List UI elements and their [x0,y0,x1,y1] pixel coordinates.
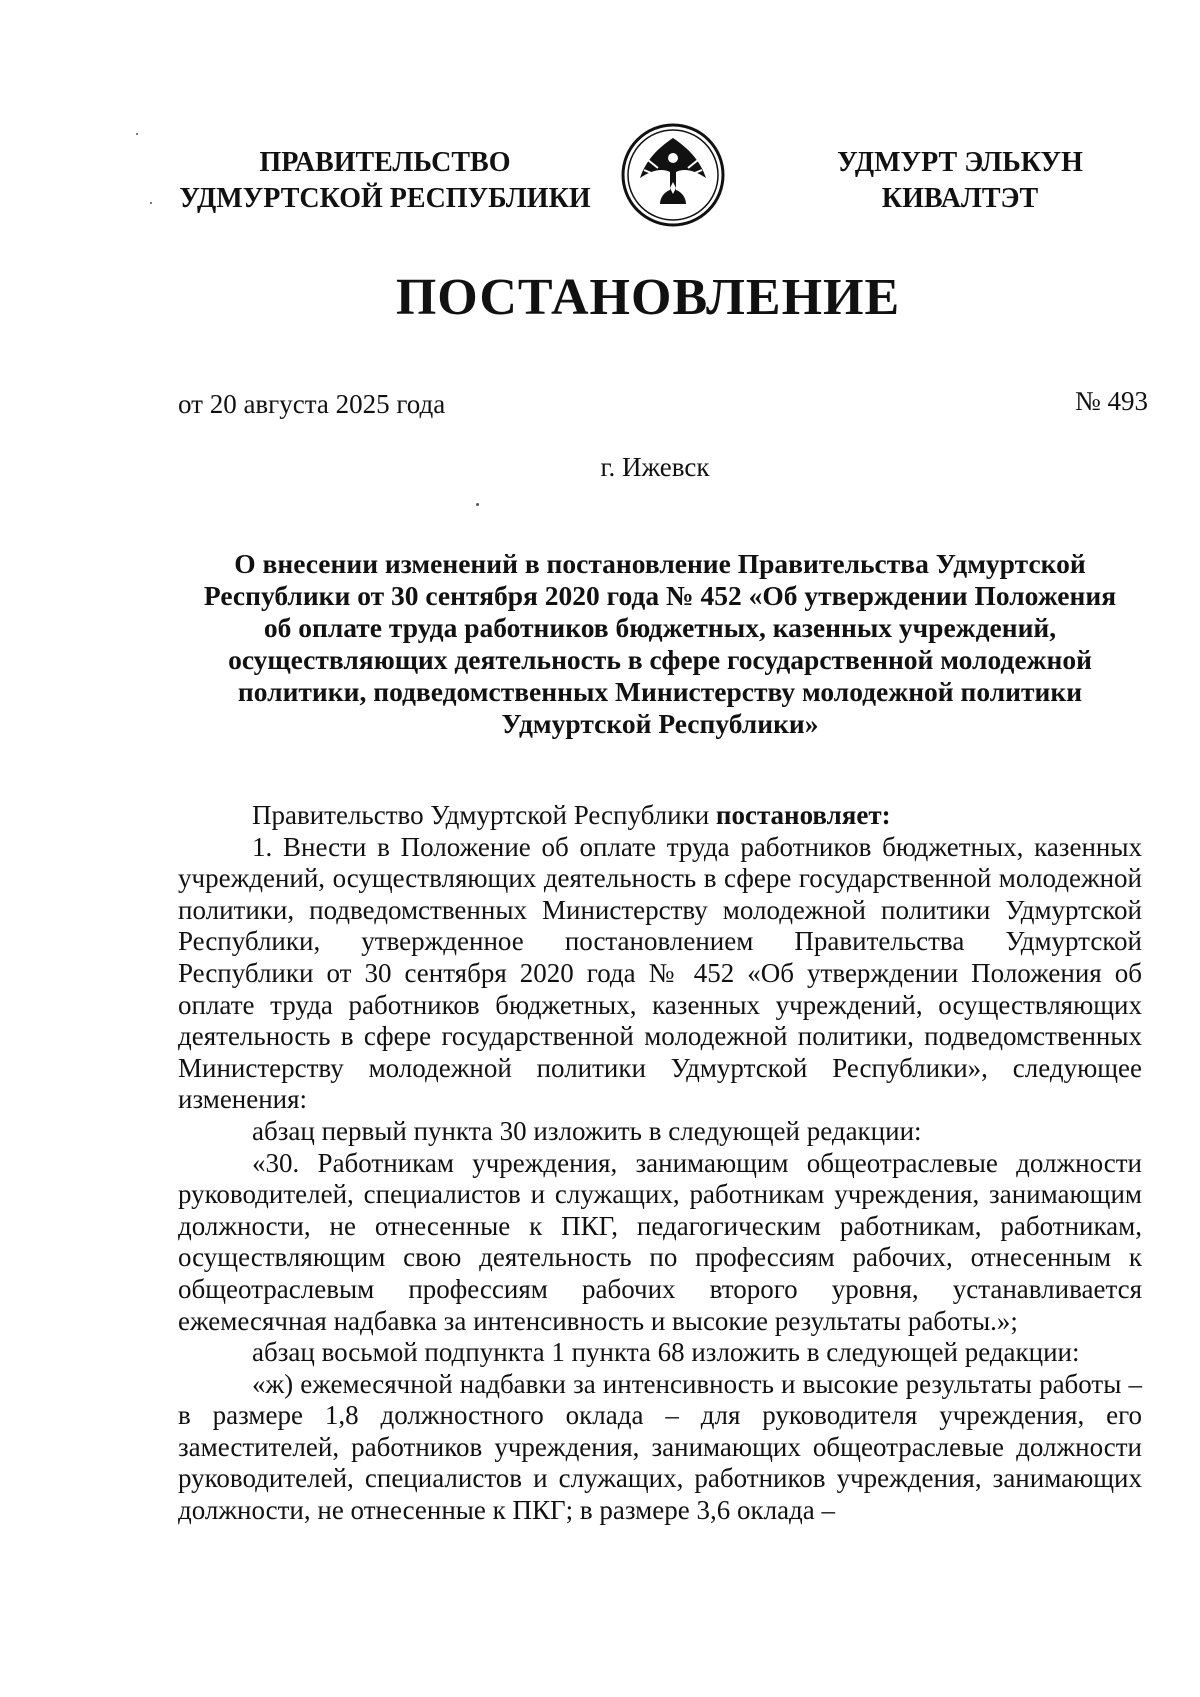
document-title [180,548,1140,740]
title-line: О внесении изменений в постановление Правительства Удмуртской [234,548,1086,579]
scan-speck [136,133,138,135]
title-line: политики, подведомственных Министерству молодежной политики [237,676,1083,707]
title-line: Республики от 30 сентября 2020 года № 452 «Об утверждении Положения [203,580,1117,611]
title-line: осуществляющих деятельность в сфере государственной молодежной [228,644,1092,675]
document-city: г. Ижевск [600,452,710,482]
government-name-russian [150,145,620,217]
document-body [178,800,1142,1527]
government-name-udmurt-line1: УДМУРТ ЭЛЬКУН [837,147,1083,178]
government-name-line1: ПРАВИТЕЛЬСТВО [259,147,511,178]
intro-bold-verb: постановляет: [715,800,891,830]
paragraph-item-1: 1. Внести в Положение об оплате труда работников бюджетных, казенных учреждений, осуществляющих деятельность в сфере государственной молодежной политики, подведомственных Министерству молодежной политики Удмуртской Республики, утвержденное постановлением Правительства Удмуртской Республики от 30 сентября 2020 года № 452 «Об утверждении Положения об оплате труда работников бюджетных, казенных учреждений, осуществляющих деятельность в сфере государственной молодежной политики, подведомственных Министерству молодежной политики Удмуртской Республики», следующее изменения: [178,831,1142,1115]
government-name-udmurt [790,145,1130,217]
title-line: об оплате труда работников бюджетных, казенных учреждений, [263,612,1057,643]
document-number: № 493 [1075,386,1149,416]
paragraph-clause-zh: «ж) ежемесячной надбавки за интенсивность и высокие результаты работы – в размере 1,8 должностного оклада – для руководителя учреждения, его заместителей, работников учреждения, занимающих общеотраслевые должности руководителей, специалистов и служащих, работников учреждения, занимающих должности, не отнесенные к ПКГ; в размере 3,6 оклада – [178,1368,1142,1526]
coat-of-arms-icon [618,120,728,230]
government-name-line2: УДМУРТСКОЙ РЕСПУБЛИКИ [179,183,591,214]
intro-paragraph [178,800,1142,832]
paragraph-clause-30: «30. Работникам учреждения, занимающим общеотраслевые должности руководителей, специалистов и служащих, работникам учреждения, занимающим должности, не отнесенные к ПКГ, педагогическим работникам, работникам, осуществляющим свою деятельность по профессиям рабочих, отнесенным к общеотраслевым профессиям рабочих второго уровня, устанавливается ежемесячная надбавка за интенсивность и высокие результаты работы.»; [178,1147,1142,1336]
government-name-udmurt-line2: КИВАЛТЭТ [881,183,1039,214]
scan-speck [150,202,152,204]
title-line: Удмуртской Республики» [501,708,819,739]
scan-speck [476,503,479,506]
paragraph-amend-30: абзац первый пункта 30 изложить в следующей редакции: [252,1115,922,1146]
paragraph-amend-68: абзац восьмой подпункта 1 пункта 68 изложить в следующей редакции: [252,1337,1080,1368]
document-date: от 20 августа 2025 года [178,389,446,419]
document-type-heading: ПОСТАНОВЛЕНИЕ [395,269,901,326]
intro-text: Правительство Удмуртской Республики [252,800,716,830]
